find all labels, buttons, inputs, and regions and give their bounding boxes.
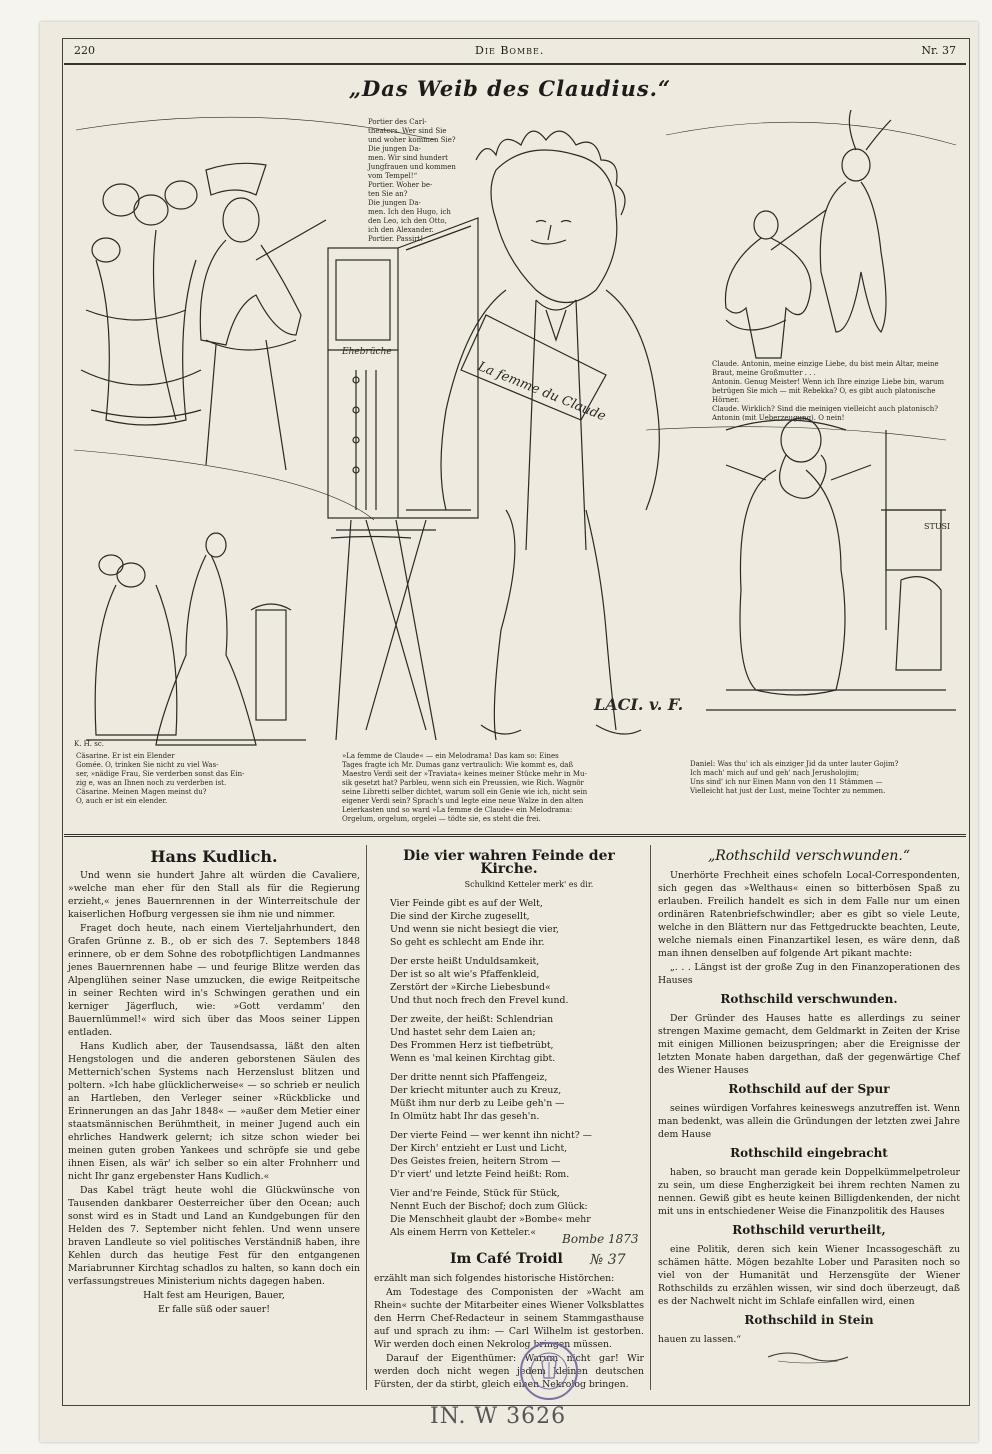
stanza: Vier and're Feinde, Stück für Stück, Nennt Euch der Bischof; doch zum Glück: Die Menschheit glaubt der »Bombe« mehr Als einem Herrn von Ketteler.«	[390, 1188, 591, 1238]
scroll-label: La femme du Claude	[475, 359, 608, 425]
page-header	[70, 44, 960, 60]
handwritten-issue: № 37	[590, 1252, 626, 1268]
paragraph: Darauf der Eigenthümer: Warum nicht gar! Wir werden doch nicht wegen jedem kleinen deutschen Fürsten, der da stirbt, gleich einen Nekrolog bringen.	[374, 1353, 644, 1390]
paragraph: „. . . Längst ist der große Zug in den Finanzoperationen des Hauses	[658, 962, 960, 986]
article-hans-kudlich	[68, 848, 360, 1317]
paragraph: erzählt man sich folgendes historische Histörchen:	[374, 1273, 615, 1284]
article-rothschild	[658, 848, 960, 1371]
paragraph: haben, so braucht man gerade kein Doppelkümmelpetroleur zu sein, um diese Engherzigkeit bei ihrem rechten Namen zu nennen. Gewiß gibt es heute keinen Billigdenkenden, der nicht mit uns in entschiedener Weise die Finanzpolitik des Hauses	[658, 1167, 960, 1217]
poem-subtitle: Schulkind Ketteler merk' es dir.	[464, 880, 594, 889]
paragraph: Und wenn sie hundert Jahre alt würden die Cavaliere, »welche man eher für den Stall als für die Regierung erzieht,« jenes Bauernrennen in der Winterreitschule der kaiserlichen Hofburg vergessen sie ihm nie und nimmer.	[68, 870, 360, 920]
paragraph: Das Kabel trägt heute wohl die Glückwünsche von Tausenden dankbarer Oesterreicher über den Ocean; auch sonst wird es in Stadt und Land an Kundgebungen für den Helden des 7. September nicht fehlen. Und wenn unsere braven Landleute so viel politisches Verständniß haben, ihre Kehlen durch das heutige Fest für den entgangenen Mariabrunner Kirchtag schadlos zu halten, so kann doch ein verfassungstreues Ministerium nichts dagegen haben.	[68, 1185, 360, 1287]
paragraph: Der Gründer des Hauses hatte es allerdings zu seiner strengen Maxime gemacht, dem Geldmarkt in Zeiten der Krise mit einigen Millionen beizuspringen; aber die Ereignisse der letzten Monate haben dargethan, daß der gegenwärtige Chef des Wiener Hauses	[658, 1013, 960, 1076]
cabinet-label: Ehebrüche	[342, 347, 392, 357]
artist-signature: LACI. v. F.	[594, 695, 684, 714]
bold-heading: Rothschild eingebracht	[730, 1146, 888, 1160]
closing-line: Er falle süß oder sauer!	[158, 1304, 270, 1315]
paragraph: Hans Kudlich aber, der Tausendsassa, läßt den alten Hengstologen und die anderen geborstenen Säulen des Metternich'schen Systems nach Herzenslust blitzen und poltern. »Ich habe glücklicherweise« — so schrieb er neulich an Hartleben, den Verleger seiner »Rückblicke und Erinnerungen an das Jahr 1848« — »außer dem Metier einer staatsmännischen Berühmtheit, in meiner Jugend auch ein ehrliches Handwerk gelernt; ich sitze schon wieder bei meinen guten groben Yankees und schröpfe sie und gebe ihnen Eisen, als wär' ich selber so ein alter Frohnherr und nicht Ihr ganz ergebenster Hans Kudlich.«	[68, 1041, 360, 1182]
cesarine-scene-drawing	[86, 533, 306, 745]
claude-antonin-drawing	[725, 110, 891, 358]
archive-inventory-number: IN. W 3626	[430, 1404, 567, 1429]
cartoon-illustration	[66, 110, 966, 750]
bold-heading: Rothschild in Stein	[744, 1313, 874, 1327]
article-title: Hans Kudlich.	[150, 847, 278, 866]
paragraph: Unerhörte Frechheit eines schofeln Local-Correspondenten, sich gegen das »Welthaus« einen so bitterbösen Spaß zu erlauben. Freilich handelt es sich in dem Falle nur um einen ordinären Ratenbriefschwindler; aber es gibt so viele Leute, welche in den Blättern nur das Fettgedruckte beachten, Leute, welche niemals einen Finanzartikel lesen, es wäre denn, daß man ihnen denselben auf folgende Art pikant machte:	[658, 870, 960, 959]
closing-line: Halt fest am Heurigen, Bauer,	[143, 1290, 285, 1301]
caption-dumas: »La femme de Claude« — ein Melodrama! Das kam so: Eines Tages fragte ich Mr. Dumas ganz vertraulich: Wie kommt es, daß Maestro Verdi seit der »Traviata« keines meiner Stücke mehr in Mu- sik gesetzt hat? Parbleu, wenn sich ein Preussien, wie Rich. Wagnör seine Libretti selber dichtet, warum soll ein Genie wie ich, nicht sein eigener Verdi sein? Sprach's und legte eine neue Walze in den alten Leierkasten und so ward »La femme de Claude« ein Melodrama: Orgelum, orgelum, orgelei — tödte sie, es steht die frei.	[342, 752, 588, 823]
museum-stamp	[518, 1340, 580, 1402]
dialogue-top: Portier des Carl- theaters. Wer sind Sie und woher kommen Sie? Die jungen Da- men. Wir sind hundert Jungfrauen und kommen vom Tempel!“ Portier. Woher be- ten Sie an? Die jungen Da- men. Ich den Hugo, ich den Leo, ich den Otto, ich den Alexander. Portier. Passirt!	[368, 118, 456, 243]
bold-heading: Rothschild verurtheilt,	[732, 1223, 886, 1237]
paragraph: eine Politik, deren sich kein Wiener Incassogeschäft zu schämen hätte. Mögen bezahlte Lober und Parasiten noch so viel von der Humanität und Herzensgüte der Wiener Rothschilds zu erzählen wissen, wir sind doch überzeugt, daß es der Nachwelt nicht im Schlafe einfallen wird, einen	[658, 1244, 960, 1307]
caption-cesarine: Cäsarine. Er ist ein Elender Gomée. O, trinken Sie nicht zu viel Was- ser, »nädige Frau, Sie verderben sonst das Ein- zig e, was an Ihnen noch zu verderben ist. Cäsarine. Meinen Magen meinst du? O, auch er ist ein elender.	[76, 752, 245, 805]
cabinet-drawing	[328, 218, 478, 740]
porter-scene-drawing	[81, 163, 326, 470]
stanza: Vier Feinde gibt es auf der Welt, Die sind der Kirche zugesellt, Und wenn sie nicht besiegt die vier, So geht es schlecht am Ende ihr.	[390, 898, 559, 948]
column-rule-2	[650, 845, 651, 1390]
paragraph: hauen zu lassen.“	[658, 1334, 742, 1345]
bold-heading: Rothschild verschwunden.	[720, 992, 898, 1006]
paragraph: Fraget doch heute, nach einem Vierteljahrhundert, den Grafen Grünne z. B., ob er sich des 7. Septembers 1848 erinnere, ob er dem Sohne des robotpflichtigen Landmannes jenes Bauernrennen habe — und feurige Blitze werden das Alpenglühen seiner Nase umzucken, die ewige Reitpeitsche in seiner Rechten wird in's Schwingen gerathen und ein kerniger Jägerfluch, wie: »Gott verdamm' den Bauernlümmel!« wird sich über das Moos seiner Lippen entladen.	[68, 923, 360, 1038]
caption-daniel: Daniel: Was thu' ich als einziger Jid da unter lauter Gojim? Ich mach' mich auf und geh' nach Jerusholojim; Uns sind' ich nur Einen Mann von den 11 Stämmen — Vielleicht hat just der Lust, meine Tochter zu nemmen.	[690, 760, 899, 795]
end-flourish	[658, 1347, 958, 1367]
stanza: Der vierte Feind — wer kennt ihn nicht? — Der Kirch' entzieht er Lust und Licht, Des Geistes freien, heitern Strom — D'r viert' und letzte Feind heißt: Rom.	[390, 1130, 592, 1180]
poem-title: Die vier wahren Feinde der Kirche.	[403, 848, 615, 877]
cartoon-title: „Das Weib des Claudius.“	[348, 76, 672, 101]
cafe-troidl-title: Im Café Troidl	[450, 1251, 563, 1267]
article-vier-feinde	[374, 848, 644, 1392]
issue-number: Nr. 37	[921, 44, 956, 57]
handwritten-note: Bombe 1873	[562, 1232, 639, 1246]
masthead: Die Bombe.	[475, 44, 545, 57]
engraver-mark: K. H. sc.	[74, 740, 104, 748]
bold-heading: Rothschild auf der Spur	[728, 1082, 890, 1096]
dumas-figure-drawing	[441, 131, 659, 740]
stanza: Der erste heißt Unduldsamkeit, Der ist so alt wie's Pfaffenkleid, Zerstört der »Kirche Liebesbund« Und thut noch frech den Frevel kund.	[390, 956, 569, 1006]
wall-sign: STUSI	[924, 522, 951, 531]
article-title: „Rothschild verschwunden.“	[707, 848, 911, 864]
daniel-scene-drawing	[706, 418, 956, 710]
paragraph: Am Todestage des Componisten der »Wacht am Rhein« suchte der Mitarbeiter eines Wiener Volksblattes den Herrn Chef-Redacteur in seinem Stammgasthause auf und sprach zu ihm: — Carl Wilhelm ist gestorben. Wir werden doch einen Nekrolog bringen müssen.	[374, 1287, 644, 1350]
caption-claude: Claude. Antonin, meine einzige Liebe, du bist mein Altar, meine Braut, meine Großmutter . . . Antonin. Genug Meister! Wenn ich Ihre einzige Liebe bin, warum betrügen Sie mich — mit Rebekka? O, es gibt auch platonische Hörner. Claude. Wirklich? Sind die meinigen vielleicht auch platonisch? Antonin (mit Ueberzeugung). O nein!	[712, 360, 945, 422]
paragraph: seines würdigen Vorfahres keineswegs anzutreffen ist. Wenn man bedenkt, was allein die Gründungen der letzten zwei Jahre dem Hause	[658, 1103, 960, 1140]
header-rule	[64, 63, 966, 65]
stanza: Der dritte nennt sich Pfaffengeiz, Der kriecht mitunter auch zu Kreuz, Müßt ihm nur derb zu Leibe geh'n — In Olmütz habt Ihr das geseh'n.	[390, 1072, 565, 1122]
stanza: Der zweite, der heißt: Schlendrian Und hastet sehr dem Laien an; Des Frommen Herz ist tiefbetrübt, Wenn es 'mal keinen Kirchtag gibt.	[390, 1014, 556, 1064]
column-rule-1	[366, 845, 367, 1390]
section-divider	[64, 834, 966, 837]
page-number: 220	[74, 44, 95, 57]
